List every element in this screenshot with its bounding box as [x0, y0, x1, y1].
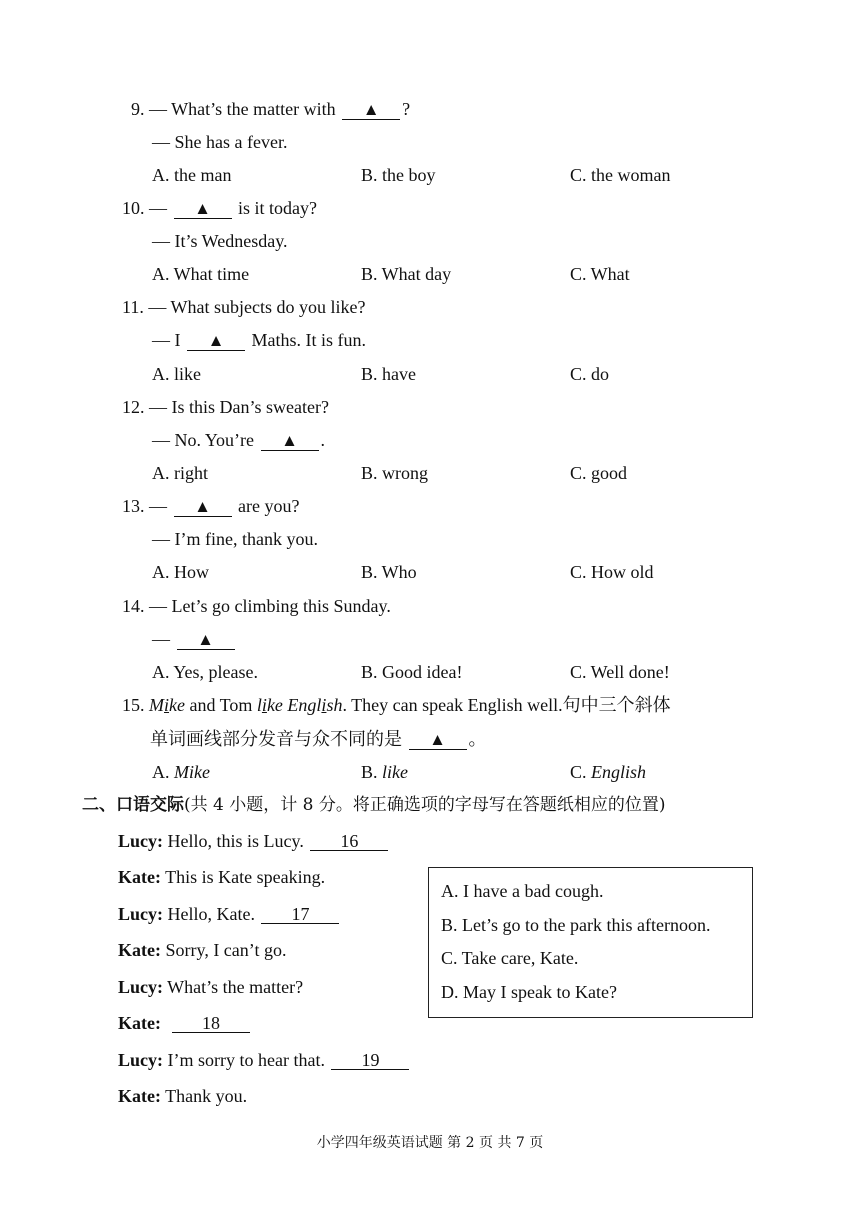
prompt-text: 单词画线部分发音与众不同的是	[150, 729, 407, 749]
option-b: B. Good idea!	[361, 662, 463, 682]
reply-text: Maths. It is fun.	[247, 330, 366, 350]
option-label: C.	[570, 762, 592, 782]
answer-blank	[342, 100, 400, 120]
option-a: A. the man	[152, 165, 232, 185]
prompt-text: — What’s the matter with	[149, 99, 341, 119]
question-9-prompt	[131, 98, 410, 120]
answer-blank: 18	[172, 1014, 250, 1033]
speaker-name: Kate:	[118, 1086, 161, 1106]
option-c: C. good	[570, 463, 628, 483]
option-label: B.	[361, 762, 383, 782]
prompt-text: ?	[402, 99, 411, 119]
answer-blank	[261, 431, 319, 451]
prompt-text: — Let’s go climbing this Sunday.	[149, 596, 391, 616]
underlined-letter: i	[321, 695, 327, 715]
italic-word-english	[287, 695, 342, 715]
dialogue-text: I’m sorry to hear that.	[163, 1050, 330, 1070]
box-option-a: A. I have a bad cough.	[441, 881, 604, 901]
triangle-icon: ▲	[281, 431, 298, 450]
question-number: 14.	[122, 596, 145, 616]
triangle-icon: ▲	[429, 730, 446, 749]
dialogue-text: What’s the matter?	[163, 977, 304, 997]
prompt-text: and Tom	[185, 695, 257, 715]
option-b: B. What day	[361, 264, 452, 284]
underlined-letter: i	[261, 695, 267, 715]
dialogue-line	[118, 939, 286, 961]
dialogue-text: Thank you.	[160, 1086, 248, 1106]
prompt-text: are you?	[233, 496, 300, 516]
answer-blank	[177, 630, 235, 650]
prompt-text: . They can speak English well.句中三个斜体	[342, 695, 671, 715]
answer-blank	[174, 497, 232, 517]
option-c: C. Well done!	[570, 662, 670, 682]
dialogue-line	[118, 830, 390, 852]
question-14-prompt	[122, 595, 391, 617]
dialogue-line	[118, 1085, 247, 1107]
option-b: B. have	[361, 364, 416, 384]
triangle-icon: ▲	[207, 331, 225, 350]
option-a: A. What time	[152, 264, 250, 284]
section-number: 二、	[82, 795, 116, 815]
section-title: 口语交际	[116, 795, 184, 815]
option-word: English	[591, 762, 647, 782]
dialogue-text: Sorry, I can’t go.	[160, 940, 287, 960]
page-footer: 小学四年级英语试题 第 2 页 共 7 页	[316, 1135, 544, 1151]
speaker-name: Lucy:	[118, 831, 163, 851]
speaker-name: Kate:	[118, 940, 161, 960]
underlined-letter: i	[164, 695, 170, 715]
triangle-icon: ▲	[194, 497, 211, 516]
speaker-name: Kate:	[118, 867, 161, 887]
speaker-name: Lucy:	[118, 977, 163, 997]
dialogue-text: This is Kate speaking.	[160, 867, 326, 887]
box-option-d: D. May I speak to Kate?	[441, 982, 617, 1002]
option-word: Mike	[174, 762, 210, 782]
word-part: M	[149, 695, 164, 715]
option-b: B. the boy	[361, 165, 436, 185]
option-a	[152, 761, 210, 783]
triangle-icon: ▲	[194, 199, 211, 218]
dialogue-text: Hello, Kate.	[163, 904, 260, 924]
word-part: sh	[326, 695, 343, 715]
dialogue-line	[118, 976, 303, 998]
speaker-name: Lucy:	[118, 904, 163, 924]
question-12-prompt	[122, 396, 329, 418]
answer-blank	[174, 199, 232, 219]
question-13-reply: — I’m fine, thank you.	[152, 529, 318, 549]
dialogue-text	[161, 1013, 166, 1033]
dialogue-text: Hello, this is Lucy.	[163, 831, 309, 851]
question-15-prompt	[122, 694, 671, 716]
triangle-icon: ▲	[197, 630, 214, 649]
question-number: 11.	[122, 297, 144, 317]
prompt-text: — What subjects do you like?	[148, 297, 366, 317]
options-box	[428, 867, 753, 1018]
word-part: ke	[266, 695, 283, 715]
dialogue-line	[118, 1049, 411, 1071]
reply-text: — No. You’re	[152, 430, 259, 450]
answer-blank: 17	[261, 905, 339, 924]
speaker-name: Kate:	[118, 1013, 161, 1033]
option-word: like	[382, 762, 408, 782]
prompt-text: — Is this Dan’s sweater?	[149, 397, 329, 417]
option-c: C. How old	[570, 562, 654, 582]
question-10-prompt	[122, 197, 317, 219]
question-number: 9.	[131, 99, 145, 119]
question-14-reply	[152, 628, 237, 650]
question-15-prompt-line2	[150, 728, 487, 750]
option-b	[361, 761, 408, 783]
question-number: 15.	[122, 695, 145, 715]
option-c	[570, 761, 646, 783]
option-label: A.	[152, 762, 174, 782]
prompt-text: —	[149, 496, 172, 516]
option-a: A. like	[152, 364, 201, 384]
option-c: C. do	[570, 364, 610, 384]
reply-text: —	[152, 629, 175, 649]
question-13-prompt	[122, 495, 299, 517]
answer-blank	[409, 730, 467, 750]
section-2-heading	[82, 793, 666, 817]
reply-text: .	[320, 430, 326, 450]
option-a: A. How	[152, 562, 209, 582]
option-a: A. Yes, please.	[152, 662, 258, 682]
question-number: 10.	[122, 198, 145, 218]
option-b: B. wrong	[361, 463, 428, 483]
option-a: A. right	[152, 463, 208, 483]
prompt-text: is it today?	[233, 198, 317, 218]
question-11-prompt	[122, 296, 365, 318]
question-number: 13.	[122, 496, 145, 516]
box-option-c: C. Take care, Kate.	[441, 948, 579, 968]
word-part: l	[256, 695, 262, 715]
triangle-icon: ▲	[362, 100, 380, 119]
question-number: 12.	[122, 397, 145, 417]
prompt-text: —	[149, 198, 172, 218]
answer-blank	[187, 331, 245, 351]
prompt-text: 。	[468, 729, 487, 749]
question-10-reply: — It’s Wednesday.	[152, 231, 288, 251]
answer-blank: 16	[310, 832, 388, 851]
question-12-reply	[152, 429, 325, 451]
word-part: Engl	[287, 695, 322, 715]
word-part: ke	[169, 695, 185, 715]
reply-text: — I	[152, 330, 185, 350]
speaker-name: Lucy:	[118, 1050, 163, 1070]
italic-word-mike	[149, 695, 185, 715]
dialogue-line	[118, 903, 341, 925]
option-c: C. What	[570, 264, 630, 284]
box-option-b: B. Let’s go to the park this afternoon.	[441, 915, 711, 935]
dialogue-line	[118, 1012, 252, 1034]
question-11-reply	[152, 329, 366, 351]
option-b: B. Who	[361, 562, 417, 582]
dialogue-line	[118, 866, 325, 888]
question-9-reply: — She has a fever.	[152, 132, 288, 152]
italic-word-like	[257, 695, 283, 715]
option-c: C. the woman	[570, 165, 671, 185]
section-instructions: (共 4 小题，计 8 分。将正确选项的字母写在答题纸相应的位置)	[184, 795, 666, 815]
answer-blank: 19	[331, 1051, 409, 1070]
